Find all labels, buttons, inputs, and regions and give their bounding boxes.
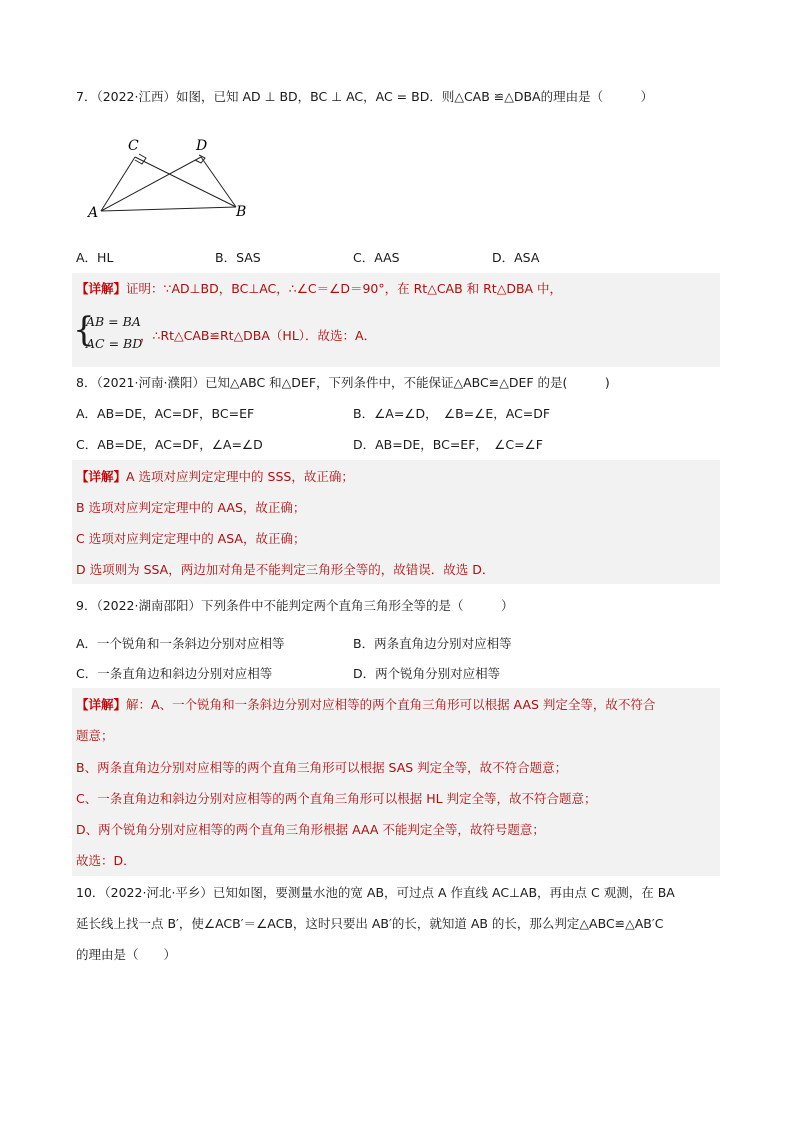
q8-stem: 8．（2021·河南·濮阳）已知△ABC 和△DEF，下列条件中，不能保证△ABC≌△DEF 的是( ) [76, 375, 610, 390]
q7-answer-line2: ，∴Rt△CAB≌Rt△DBA（HL）．故选：A． [140, 328, 377, 343]
segment-cb [135, 157, 236, 207]
q7-system-bottom: AC = BD [86, 336, 143, 351]
q7-stem: 7．（2022·江西）如图，已知 AD ⊥ BD，BC ⊥ AC，AC = BD．则△CAB ≌△DBA的理由是（ ） [76, 89, 654, 104]
label-d: D [196, 138, 208, 154]
q10-line3: 的理由是（ ） [76, 947, 177, 962]
q9-option-d[interactable]: D．两个锐角分别对应相等 [353, 666, 501, 681]
segment-ab [101, 207, 236, 211]
q8-option-d[interactable]: D．AB=DE，BC=EF， ∠C=∠F [353, 437, 543, 452]
q8-answer-line4: D 选项则为 SSA，两边加对角是不能判定三角形全等的，故错误．故选 D． [76, 562, 495, 577]
q7-option-c[interactable]: C．AAS [353, 250, 400, 265]
q9-option-c[interactable]: C．一条直角边和斜边分别对应相等 [76, 666, 273, 681]
q9-answer-line2: 题意； [76, 728, 114, 743]
q7-option-b[interactable]: B．SAS [215, 250, 261, 265]
q9-answer-tag: 【详解】 [76, 697, 127, 712]
right-angle-mark-c [135, 154, 146, 164]
q7-answer-line1 [76, 279, 562, 299]
q10-line2: 延长线上找一点 B′，使∠ACB′＝∠ACB，这时只要出 AB′的长，就知道 AB 的长，那么判定△ABC≌△AB′C [76, 916, 664, 931]
q9-answer-line1: 【详解】解：A、一个锐角和一条斜边分别对应相等的两个直角三角形可以根据 AAS 判定全等，故不符合 [76, 697, 656, 712]
q7-option-d[interactable]: D．ASA [492, 250, 540, 265]
q9-answer-line5: D、两个锐角分别对应相等的两个直角三角形根据 AAA 不能判定全等，故符号题意； [76, 822, 545, 837]
q9-answer-line4: C、一条直角边和斜边分别对应相等的两个直角三角形可以根据 HL 判定全等，故不符合题意； [76, 791, 597, 806]
q7-answer-text: 证明：∵AD⊥BD，BC⊥AC，∴∠C＝∠D＝90°，在 Rt△CAB 和 Rt△DBA 中， [126, 281, 563, 296]
q8-answer-tag: 【详解】 [76, 469, 127, 484]
q8-answer-line2: B 选项对应判定定理中的 AAS，故正确； [76, 500, 306, 515]
q7-option-a[interactable]: A．HL [76, 250, 114, 265]
q8-answer-line1: 【详解】A 选项对应判定定理中的 SSS，故正确； [76, 469, 354, 484]
q9-stem: 9．（2022·湖南邵阳）下列条件中不能判定两个直角三角形全等的是（ ） [76, 598, 514, 613]
q10-line1: 10．（2022·河北·平乡）已知如图，要测量水池的宽 AB，可过点 A 作直线 AC⊥AB，再由点 C 观测，在 BA [76, 885, 675, 900]
q9-answer-box [72, 688, 720, 876]
q8-option-b[interactable]: B．∠A=∠D， ∠B=∠E，AC=DF [353, 406, 551, 421]
q7-system-top: AB = BA [86, 314, 141, 329]
system-brace: { [73, 310, 95, 350]
segment-ac [101, 157, 135, 211]
q9-option-a[interactable]: A．一个锐角和一条斜边分别对应相等 [76, 636, 285, 651]
q8-option-c[interactable]: C．AB=DE，AC=DF，∠A=∠D [76, 437, 263, 452]
q9-answer-line6: 故选：D． [76, 853, 136, 868]
label-a: A [88, 205, 99, 221]
q8-option-a[interactable]: A．AB=DE，AC=DF，BC=EF [76, 406, 255, 421]
label-c: C [128, 138, 139, 154]
label-b: B [236, 204, 247, 220]
segment-db [201, 157, 236, 207]
q9-answer-line3: B、两条直角边分别对应相等的两个直角三角形可以根据 SAS 判定全等，故不符合题意； [76, 760, 568, 775]
q8-answer-line3: C 选项对应判定定理中的 ASA，故正确； [76, 531, 306, 546]
q9-option-b[interactable]: B．两条直角边分别对应相等 [353, 636, 512, 651]
q7-answer-tag: 【详解】 [76, 281, 127, 296]
q7-figure [84, 134, 254, 224]
